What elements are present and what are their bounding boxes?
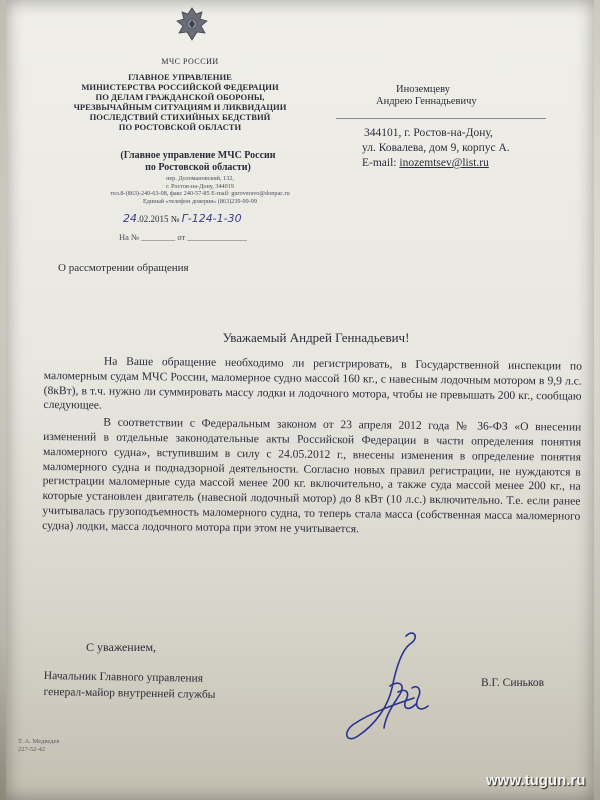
hq-line: МИНИСТЕРСТВА РОССИЙСКОЙ ФЕДЕРАЦИИ (81, 82, 279, 92)
hq-short-line: (Главное управление МЧС России (120, 150, 276, 161)
headquarters-short-name (98, 150, 298, 174)
letter-subject: О рассмотрении обращения (58, 262, 189, 274)
address-line: г. Ростов-на-Дону, 344019 (166, 182, 234, 190)
executor-phone: 227-52-42 (18, 746, 46, 753)
recipient-email-line (362, 156, 562, 171)
address-line: Единый «телефон доверия» (863)239-99-99 (143, 197, 257, 205)
body-paragraph: На Ваше обращение необходимо ли регистрировать, в Государственной инспекции по маломерным судам МЧС России, маломерное судно массой 160 кг., с навесным лодочным мотором в 9,9 л.с. (8кВт), в т.ч. нужно ли суммировать массу лодки и лодочного мотора, чтобы не превышать 200 кг., сообщаю следующее. (43, 354, 582, 412)
signer-title-line: генерал-майор внутренней службы (43, 685, 216, 701)
body-paragraph: В соответствии с Федеральным законом от 23 апреля 2012 года № 36-ФЗ «О внесении изменений в отдельные законодательные акты Российской Федерации в части определения понятия маломерного судна», вступившим в силу с 24.05.2012 г., внесены изменения в определение понятия маломерного судна и поднадзорной деятельности. Согласно новых правил регистрации, не нуждаются в регистрации маломерные суда массой менее 200 кг. включительно, а также суда массой менее 200 кг., на которые установлен двигатель (навесной лодочный мотор) до 8 кВт (10 л.с.) включительно. Т.е. если ранее учитывалась грузоподъемность маломерного судна, то теперь стала масса (собственная масса маломерного судна) лодки, масса лодочного мотора при этом не учитывается. (42, 415, 582, 536)
recipient-divider (336, 118, 546, 119)
printed-date: .02.2015 № (137, 214, 180, 224)
handwritten-day: 24 (123, 212, 137, 225)
hq-line: ПОСЛЕДСТВИЙ СТИХИЙНЫХ БЕДСТВИЙ (89, 112, 271, 122)
signer-name: В.Г. Синьков (481, 677, 545, 689)
emergency-ministry-emblem-icon (174, 6, 210, 44)
recipient-address-line: 344101, г. Ростов-на-Дону, (364, 127, 493, 139)
letter-body (42, 354, 582, 541)
signer-title (43, 668, 304, 705)
hq-line: ЧРЕЗВЫЧАЙНЫМ СИТУАЦИЯМ И ЛИКВИДАЦИИ (73, 102, 287, 112)
recipient-address-line: ул. Ковалева, дом 9, корпус А. (362, 142, 510, 154)
hq-line: ПО ДЕЛАМ ГРАЖДАНСКОЙ ОБОРОНЫ, (95, 92, 265, 102)
signer-title-line: Начальник Главного управления (43, 669, 204, 685)
executor-info (18, 738, 138, 754)
recipient-email: inozemtsev@list.ru (399, 157, 489, 169)
headquarters-full-name (64, 72, 296, 132)
recipient-given-names: Андрею Геннадьевичу (376, 96, 477, 107)
hq-line: ПО РОСТОВСКОЙ ОБЛАСТИ (118, 122, 242, 132)
sender-address (102, 175, 298, 205)
address-line: пер. Доломановский, 132, (166, 175, 234, 182)
closing-phrase: С уважением, (86, 640, 157, 654)
handwritten-signature (336, 628, 446, 750)
recipient-address (362, 126, 562, 171)
recipient-surname: Иноземцеву (396, 84, 451, 95)
address-line: тел.8-(863)-240-63-08, факс 240-57-85 E-mail: guroveravo@donpac.ru (110, 190, 290, 198)
letter-sheet (6, 0, 594, 800)
outgoing-date-number (123, 212, 323, 225)
hq-short-line: по Ростовской области) (145, 162, 251, 173)
reference-line: На № ________ от ______________ (119, 232, 247, 242)
site-watermark: www.tugun.ru (486, 772, 586, 789)
email-label: E-mail: (362, 157, 397, 169)
executor-name: Т. А. Медведев (18, 738, 60, 745)
ministry-short-name: МЧС РОССИИ (161, 57, 219, 66)
handwritten-number: Г-124-1-30 (181, 212, 242, 225)
recipient-name (376, 84, 536, 108)
hq-line: ГЛАВНОЕ УПРАВЛЕНИЕ (128, 72, 232, 82)
salutation: Уважаемый Андрей Геннадьевич! (222, 330, 410, 345)
